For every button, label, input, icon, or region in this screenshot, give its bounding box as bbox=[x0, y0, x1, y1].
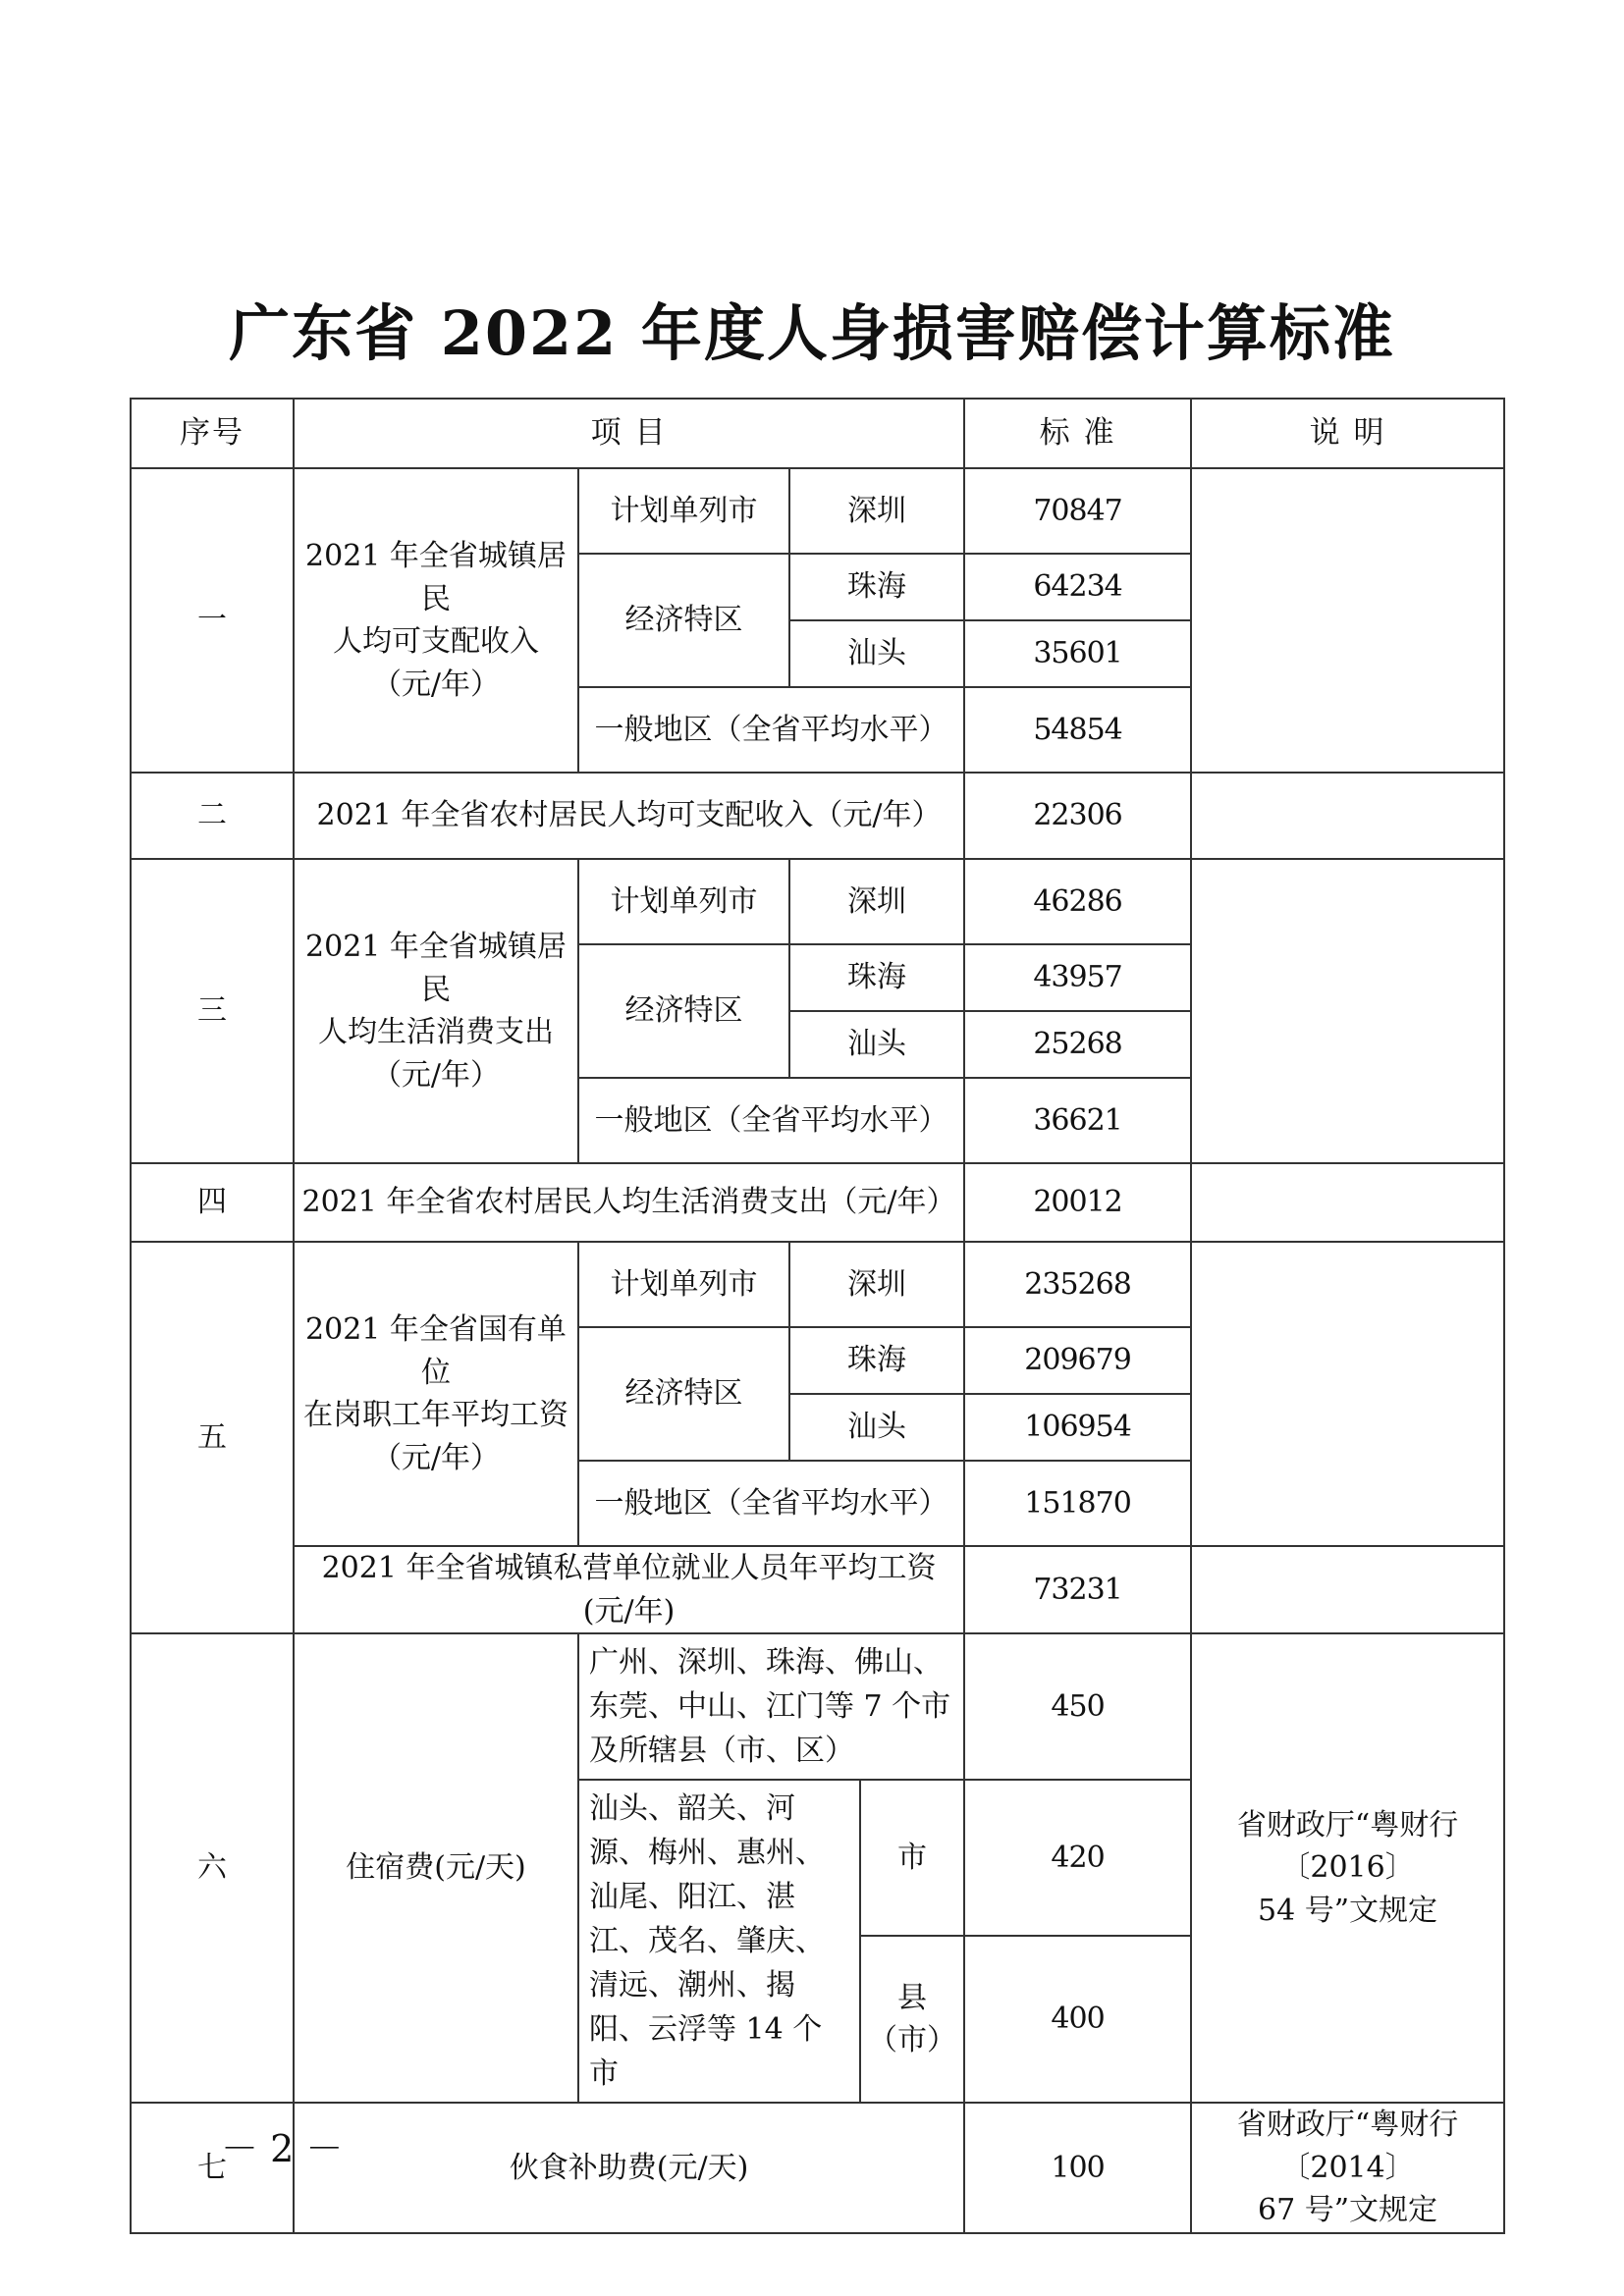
standard-value: 106954 bbox=[964, 1394, 1191, 1461]
row-number: 一 bbox=[131, 468, 294, 773]
row-item-line: 人均生活消费支出 bbox=[318, 1015, 554, 1049]
row-item: 2021 年全省城镇私营单位就业人员年平均工资(元/年) bbox=[294, 1546, 964, 1633]
standard-value: 400 bbox=[964, 1936, 1191, 2103]
standard-value: 235268 bbox=[964, 1242, 1191, 1327]
city-name: 汕头 bbox=[789, 620, 964, 687]
region-type: 计划单列市 bbox=[578, 468, 789, 554]
table-row bbox=[131, 773, 1504, 859]
city-group: 汕头、韶关、河源、梅州、惠州、汕尾、阳江、湛江、茂名、肇庆、清远、潮州、揭阳、云浮等 14 个市 bbox=[578, 1780, 860, 2103]
region-type: 计划单列市 bbox=[578, 1242, 789, 1327]
row-number: 七 bbox=[131, 2103, 294, 2233]
row-item-line: 2021 年全省城镇居民 bbox=[305, 930, 567, 1007]
note-line: 67 号”文规定 bbox=[1258, 2193, 1438, 2227]
page-number: － 2 － bbox=[221, 2127, 344, 2170]
city-name: 深圳 bbox=[789, 468, 964, 554]
header-standard: 标 准 bbox=[964, 399, 1191, 468]
row-item: 2021 年全省农村居民人均生活消费支出（元/年） bbox=[294, 1163, 964, 1242]
row-item: 住宿费(元/天) bbox=[294, 1633, 578, 2103]
city-name: 珠海 bbox=[789, 1327, 964, 1394]
row-number: 二 bbox=[131, 773, 294, 859]
table-row bbox=[131, 859, 1504, 944]
standard-value: 36621 bbox=[964, 1078, 1191, 1163]
note-cell bbox=[1191, 1163, 1504, 1242]
row-item bbox=[294, 1242, 578, 1546]
standard-value: 54854 bbox=[964, 687, 1191, 773]
row-item-line: 2021 年全省国有单位 bbox=[305, 1312, 567, 1390]
city-group: 广州、深圳、珠海、佛山、东莞、中山、江门等 7 个市及所辖县（市、区） bbox=[578, 1633, 964, 1780]
row-number: 六 bbox=[131, 1633, 294, 2103]
standard-value: 64234 bbox=[964, 554, 1191, 620]
row-item-line: （元/年） bbox=[371, 1440, 501, 1475]
table-row bbox=[131, 1242, 1504, 1327]
standard-value: 100 bbox=[964, 2103, 1191, 2233]
note-cell bbox=[1191, 468, 1504, 773]
standard-value: 209679 bbox=[964, 1327, 1191, 1394]
row-item: 伙食补助费(元/天) bbox=[294, 2103, 964, 2233]
city-name: 珠海 bbox=[789, 944, 964, 1011]
row-item-line: 2021 年全省城镇居民 bbox=[305, 539, 567, 616]
standard-value: 450 bbox=[964, 1633, 1191, 1780]
level-label: 县（市） bbox=[860, 1936, 964, 2103]
standard-value: 73231 bbox=[964, 1546, 1191, 1633]
city-name: 汕头 bbox=[789, 1394, 964, 1461]
region-type: 一般地区（全省平均水平） bbox=[578, 687, 964, 773]
city-name: 深圳 bbox=[789, 1242, 964, 1327]
region-type: 计划单列市 bbox=[578, 859, 789, 944]
row-number: 三 bbox=[131, 859, 294, 1163]
standard-value: 43957 bbox=[964, 944, 1191, 1011]
region-type: 一般地区（全省平均水平） bbox=[578, 1461, 964, 1546]
note-cell bbox=[1191, 773, 1504, 859]
city-name: 珠海 bbox=[789, 554, 964, 620]
standard-value: 420 bbox=[964, 1780, 1191, 1936]
table-row bbox=[131, 1163, 1504, 1242]
row-item-line: 人均可支配收入 bbox=[333, 624, 539, 659]
row-number: 四 bbox=[131, 1163, 294, 1242]
row-item-line: （元/年） bbox=[371, 1057, 501, 1093]
standard-value: 70847 bbox=[964, 468, 1191, 554]
header-no: 序号 bbox=[131, 399, 294, 468]
standard-value: 25268 bbox=[964, 1011, 1191, 1078]
region-type: 经济特区 bbox=[578, 554, 789, 687]
note-cell bbox=[1191, 2103, 1504, 2233]
note-line: 54 号”文规定 bbox=[1258, 1893, 1438, 1928]
row-item: 2021 年全省农村居民人均可支配收入（元/年） bbox=[294, 773, 964, 859]
region-type: 一般地区（全省平均水平） bbox=[578, 1078, 964, 1163]
note-line: 省财政厅“粤财行〔2016〕 bbox=[1236, 1807, 1459, 1886]
standard-value: 20012 bbox=[964, 1163, 1191, 1242]
note-line: 省财政厅“粤财行〔2014〕 bbox=[1236, 2108, 1459, 2185]
level-label: 市 bbox=[860, 1780, 964, 1936]
note-cell bbox=[1191, 1242, 1504, 1546]
row-item bbox=[294, 859, 578, 1163]
row-number: 五 bbox=[131, 1242, 294, 1633]
table-row bbox=[131, 1633, 1504, 1780]
header-item: 项 目 bbox=[294, 399, 964, 468]
table-row bbox=[131, 468, 1504, 554]
document-title: 广东省 2022 年度人身损害赔偿计算标准 bbox=[229, 297, 1395, 369]
row-item-line: （元/年） bbox=[371, 667, 501, 702]
table-row bbox=[131, 1546, 1504, 1633]
city-name: 汕头 bbox=[789, 1011, 964, 1078]
compensation-standards-table bbox=[130, 398, 1505, 2234]
region-type: 经济特区 bbox=[578, 1327, 789, 1461]
city-name: 深圳 bbox=[789, 859, 964, 944]
region-type: 经济特区 bbox=[578, 944, 789, 1078]
row-item bbox=[294, 468, 578, 773]
note-cell bbox=[1191, 1633, 1504, 2103]
header-row bbox=[131, 399, 1504, 468]
header-note: 说 明 bbox=[1191, 399, 1504, 468]
note-cell bbox=[1191, 859, 1504, 1163]
standard-value: 22306 bbox=[964, 773, 1191, 859]
note-cell bbox=[1191, 1546, 1504, 1633]
standard-value: 151870 bbox=[964, 1461, 1191, 1546]
row-item-line: 在岗职工年平均工资 bbox=[303, 1398, 568, 1432]
standard-value: 46286 bbox=[964, 859, 1191, 944]
standard-value: 35601 bbox=[964, 620, 1191, 687]
